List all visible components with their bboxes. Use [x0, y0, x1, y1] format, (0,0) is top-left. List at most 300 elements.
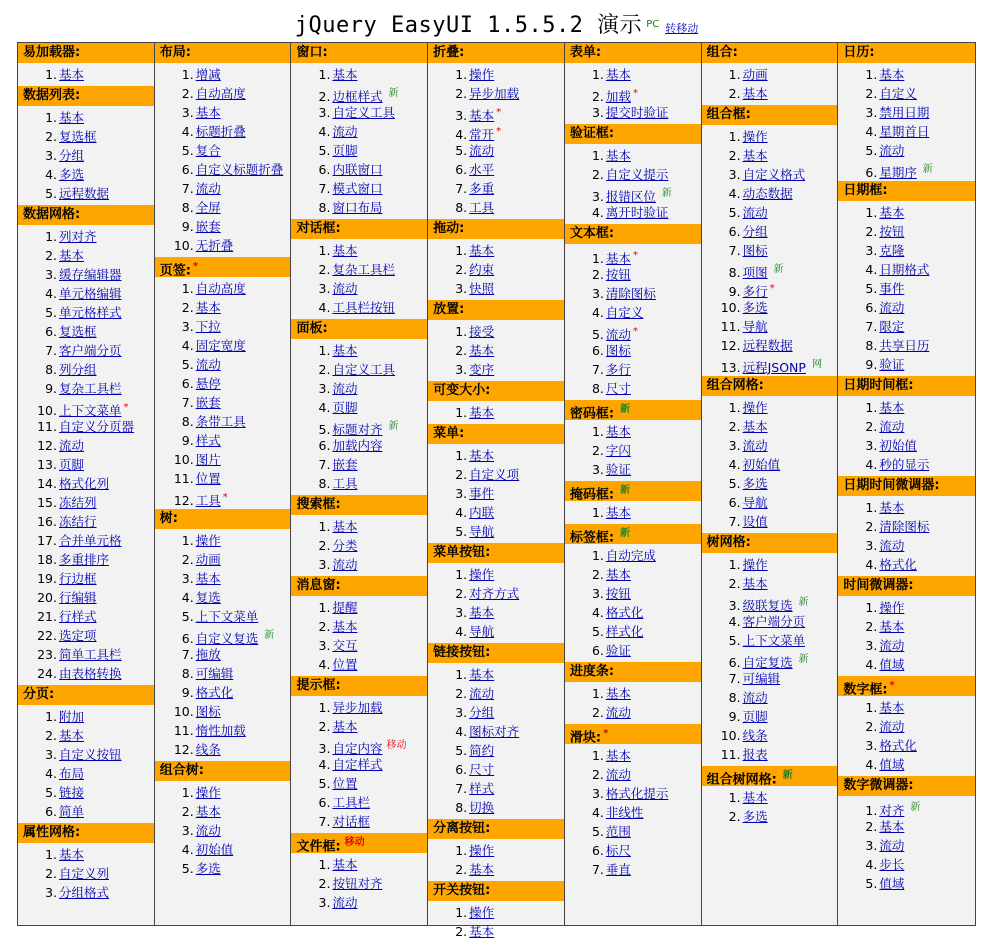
- demo-link[interactable]: 导航: [742, 495, 768, 510]
- demo-link[interactable]: 提交时验证: [605, 105, 669, 120]
- demo-link[interactable]: 流动: [605, 767, 631, 782]
- demo-link[interactable]: 复合: [195, 143, 221, 158]
- demo-link[interactable]: 格式化提示: [605, 786, 669, 801]
- demo-link[interactable]: 项图: [742, 265, 768, 281]
- demo-link[interactable]: 单元格样式: [59, 305, 122, 320]
- demo-link[interactable]: 日期格式: [879, 262, 930, 277]
- demo-link[interactable]: 可编辑: [195, 666, 234, 681]
- demo-link[interactable]: 工具: [195, 493, 221, 509]
- demo-link[interactable]: 基本: [332, 243, 358, 258]
- demo-link[interactable]: 动画: [195, 552, 221, 567]
- section-item-list: [428, 239, 564, 300]
- section-item-list: [428, 63, 564, 219]
- demo-link[interactable]: 样式: [469, 781, 495, 796]
- demo-link[interactable]: 基本: [59, 248, 85, 263]
- demo-link[interactable]: 多行: [742, 284, 768, 300]
- demo-link[interactable]: 自动完成: [605, 548, 656, 563]
- demo-link[interactable]: 自定义: [605, 305, 644, 320]
- demo-link[interactable]: 基本: [469, 243, 495, 258]
- demo-link[interactable]: 由表格转换: [59, 666, 122, 681]
- demo-link[interactable]: 操作: [742, 400, 768, 415]
- list-item: [155, 859, 291, 878]
- demo-link[interactable]: 流动: [59, 438, 85, 453]
- demo-link[interactable]: 约束: [469, 262, 495, 277]
- demo-link[interactable]: 流动: [879, 538, 905, 553]
- section-title-text: 提示框:: [296, 678, 341, 693]
- demo-link[interactable]: 上下文菜单: [59, 403, 122, 419]
- demo-link[interactable]: 基本: [332, 67, 358, 82]
- demo-link[interactable]: 验证: [879, 357, 905, 372]
- demo-link[interactable]: 行样式: [59, 609, 97, 624]
- list-item: [291, 260, 427, 279]
- demo-link[interactable]: 提醒: [332, 600, 358, 615]
- demo-link[interactable]: 水平: [469, 162, 495, 177]
- demo-link[interactable]: 冻结行: [59, 514, 97, 529]
- demo-link[interactable]: 清除图标: [605, 286, 656, 301]
- demo-link[interactable]: 基本: [605, 67, 631, 82]
- demo-link[interactable]: 按钮: [879, 224, 905, 239]
- demo-link[interactable]: 流动: [469, 143, 495, 158]
- demo-link[interactable]: 基本: [879, 205, 905, 220]
- demo-link[interactable]: 行编辑: [59, 590, 97, 605]
- demo-link[interactable]: 基本: [742, 790, 768, 805]
- list-item: [838, 122, 975, 141]
- demo-link[interactable]: 基本: [332, 719, 358, 734]
- demo-link[interactable]: 多选: [59, 167, 85, 182]
- demo-link[interactable]: 基本: [605, 505, 631, 520]
- list-item: [155, 721, 291, 740]
- list-item: [702, 807, 838, 826]
- demo-link[interactable]: 导航: [742, 319, 768, 334]
- demo-link[interactable]: 基本: [469, 108, 495, 124]
- demo-link[interactable]: 事件: [879, 281, 905, 296]
- demo-link[interactable]: 链接: [59, 785, 85, 800]
- demo-link[interactable]: 限定: [879, 319, 905, 334]
- demo-link[interactable]: 星期首日: [879, 124, 930, 139]
- section-title: [291, 319, 427, 339]
- demo-link[interactable]: 共享日历: [879, 338, 930, 353]
- demo-link[interactable]: 自定复选: [742, 655, 793, 671]
- demo-link[interactable]: 自定义复选: [195, 631, 259, 647]
- demo-link[interactable]: 流动: [332, 281, 358, 296]
- demo-link[interactable]: 动态数据: [742, 186, 793, 201]
- demo-link[interactable]: 对齐: [879, 803, 905, 819]
- demo-link[interactable]: 自定义格式: [742, 167, 806, 182]
- section-title: [291, 576, 427, 596]
- demo-link[interactable]: 自动高度: [195, 281, 246, 296]
- demo-link[interactable]: 流动: [879, 719, 905, 734]
- demo-link[interactable]: 线条: [195, 742, 221, 757]
- demo-link[interactable]: 多选: [742, 809, 768, 824]
- demo-link[interactable]: 远程JSONP: [742, 360, 806, 376]
- demo-link[interactable]: 嵌套: [195, 395, 221, 410]
- demo-link[interactable]: 操作: [879, 600, 905, 615]
- demo-link[interactable]: 事件: [469, 486, 495, 501]
- demo-link[interactable]: 自定内容: [332, 741, 383, 757]
- demo-link[interactable]: 流动: [879, 419, 905, 434]
- demo-link[interactable]: 内联: [469, 505, 495, 520]
- demo-link[interactable]: 基本: [879, 500, 905, 515]
- demo-link[interactable]: 初始值: [195, 842, 234, 857]
- demo-link[interactable]: 导航: [469, 524, 495, 539]
- demo-link[interactable]: 自动高度: [195, 86, 246, 101]
- list-item: [838, 836, 975, 855]
- demo-link[interactable]: 基本: [469, 343, 495, 358]
- list-item: [838, 636, 975, 655]
- section-title: [155, 257, 291, 277]
- demo-link[interactable]: 基本: [59, 847, 85, 862]
- demo-link[interactable]: 基本: [879, 700, 905, 715]
- new-badge: 新: [922, 164, 933, 175]
- star-badge: *: [496, 126, 502, 137]
- demo-link[interactable]: 基本: [469, 405, 495, 420]
- demo-link[interactable]: 动画: [742, 67, 768, 82]
- demo-link[interactable]: 布局: [59, 766, 85, 781]
- demo-link[interactable]: 设值: [742, 514, 768, 529]
- demo-link[interactable]: 操作: [195, 533, 221, 548]
- demo-link[interactable]: 流动: [469, 686, 495, 701]
- demo-link[interactable]: 单元格编辑: [59, 286, 122, 301]
- demo-link[interactable]: 样式化: [605, 624, 644, 639]
- demo-link[interactable]: 工具: [332, 476, 358, 491]
- demo-link[interactable]: 基本: [605, 251, 631, 267]
- demo-link[interactable]: 基本: [469, 924, 495, 939]
- demo-link[interactable]: 上下文菜单: [742, 633, 806, 648]
- demo-link[interactable]: 图标: [742, 243, 768, 258]
- demo-link[interactable]: 条带工具: [195, 414, 246, 429]
- demo-link[interactable]: 流动: [605, 327, 631, 343]
- demo-link[interactable]: 按钮: [605, 267, 631, 282]
- demo-link[interactable]: 标尺: [605, 843, 631, 858]
- demo-link[interactable]: 自定义按钮: [59, 747, 122, 762]
- demo-link[interactable]: 选定项: [59, 628, 97, 643]
- demo-link[interactable]: 流动: [332, 381, 358, 396]
- demo-link[interactable]: 工具栏: [332, 795, 370, 810]
- demo-link[interactable]: 流动: [195, 357, 221, 372]
- demo-link[interactable]: 操作: [742, 557, 768, 572]
- demo-link[interactable]: 基本: [195, 804, 221, 819]
- list-item: [155, 740, 291, 759]
- demo-link[interactable]: 多选: [742, 300, 768, 315]
- demo-link[interactable]: 无折叠: [195, 238, 234, 253]
- list-item: [428, 622, 564, 641]
- demo-link[interactable]: 固定宽度: [195, 338, 246, 353]
- demo-link[interactable]: 自定义: [879, 86, 917, 101]
- demo-link[interactable]: 多选: [742, 476, 768, 491]
- section-item-list: [702, 553, 838, 766]
- list-item: [702, 688, 838, 707]
- demo-link[interactable]: 标题折叠: [195, 124, 246, 139]
- section-item-list: [291, 696, 427, 833]
- list-item: [565, 322, 701, 341]
- demo-link[interactable]: 报错区位: [605, 189, 656, 205]
- demo-link[interactable]: 嵌套: [332, 457, 358, 472]
- switch-mobile-link[interactable]: 转移动: [665, 22, 699, 35]
- demo-link[interactable]: 悬停: [195, 376, 221, 391]
- demo-link[interactable]: 模式窗口: [332, 181, 383, 196]
- demo-link[interactable]: 流动: [332, 557, 358, 572]
- list-item: [702, 436, 838, 455]
- demo-link[interactable]: 基本: [605, 148, 631, 163]
- demo-link[interactable]: 验证: [605, 462, 631, 477]
- demo-link[interactable]: 尺寸: [469, 762, 495, 777]
- list-item: [838, 355, 975, 374]
- demo-link[interactable]: 接受: [469, 324, 495, 339]
- demo-link[interactable]: 复杂工具栏: [332, 262, 395, 277]
- demo-link[interactable]: 多重排序: [59, 552, 110, 567]
- demo-link[interactable]: 基本: [332, 857, 358, 872]
- demo-link[interactable]: 多选: [195, 861, 221, 876]
- demo-link[interactable]: 基本: [742, 148, 768, 163]
- list-item: [18, 764, 154, 783]
- section-item-list: [565, 244, 701, 400]
- demo-link[interactable]: 下拉: [195, 319, 221, 334]
- demo-link[interactable]: 流动: [879, 300, 905, 315]
- demo-link[interactable]: 嵌套: [195, 219, 221, 234]
- list-item: [428, 341, 564, 360]
- demo-link[interactable]: 自定样式: [332, 757, 383, 772]
- demo-link[interactable]: 位置: [332, 776, 358, 791]
- demo-link[interactable]: 线条: [742, 728, 768, 743]
- demo-link[interactable]: 流动: [742, 205, 768, 220]
- demo-link[interactable]: 验证: [605, 643, 631, 658]
- demo-link[interactable]: 流动: [332, 124, 358, 139]
- demo-link[interactable]: 交互: [332, 638, 358, 653]
- list-item: [702, 726, 838, 745]
- demo-link[interactable]: 加载内容: [332, 438, 383, 453]
- demo-link[interactable]: 基本: [469, 862, 495, 877]
- demo-link[interactable]: 内联窗口: [332, 162, 383, 177]
- demo-link[interactable]: 上下文菜单: [195, 609, 259, 624]
- demo-link[interactable]: 基本: [605, 748, 631, 763]
- demo-link[interactable]: 基本: [332, 343, 358, 358]
- demo-link[interactable]: 基本: [605, 424, 631, 439]
- demo-link[interactable]: 加载: [605, 89, 631, 105]
- list-item: [838, 103, 975, 122]
- demo-link[interactable]: 基本: [879, 400, 905, 415]
- demo-link[interactable]: 多重: [469, 181, 495, 196]
- demo-link[interactable]: 切换: [469, 800, 495, 815]
- demo-link[interactable]: 自定义分页器: [59, 419, 135, 434]
- demo-link[interactable]: 简约: [469, 743, 495, 758]
- list-item: [838, 203, 975, 222]
- demo-link[interactable]: 格式化: [879, 557, 917, 572]
- demo-link[interactable]: 常开: [469, 127, 495, 143]
- section-item-list: [565, 420, 701, 481]
- demo-link[interactable]: 基本: [332, 619, 358, 634]
- demo-link[interactable]: 客户端分页: [59, 343, 122, 358]
- demo-link[interactable]: 操作: [469, 843, 495, 858]
- demo-link[interactable]: 流动: [879, 838, 905, 853]
- demo-link[interactable]: 分组: [742, 224, 768, 239]
- demo-link[interactable]: 值域: [879, 876, 905, 891]
- demo-link[interactable]: 图片: [195, 452, 221, 467]
- demo-link[interactable]: 流动: [879, 638, 905, 653]
- demo-link[interactable]: 行边框: [59, 571, 97, 586]
- demo-link[interactable]: 快照: [469, 281, 495, 296]
- demo-link[interactable]: 克隆: [879, 243, 905, 258]
- demo-link[interactable]: 流动: [742, 438, 768, 453]
- demo-link[interactable]: 页脚: [59, 457, 85, 472]
- demo-link[interactable]: 操作: [469, 67, 495, 82]
- demo-link[interactable]: 基本: [195, 571, 221, 586]
- demo-link[interactable]: 基本: [742, 576, 768, 591]
- demo-link[interactable]: 星期序: [879, 165, 917, 181]
- demo-link[interactable]: 增减: [195, 67, 221, 82]
- demo-link[interactable]: 分组: [469, 705, 495, 720]
- demo-link[interactable]: 异步加载: [469, 86, 520, 101]
- demo-link[interactable]: 冻结列: [59, 495, 97, 510]
- demo-link[interactable]: 基本: [605, 686, 631, 701]
- section-title: [18, 685, 154, 705]
- list-item: [838, 65, 975, 84]
- demo-link[interactable]: 基本: [879, 619, 905, 634]
- demo-link[interactable]: 自定义提示: [605, 167, 669, 182]
- demo-link[interactable]: 复选: [195, 590, 221, 605]
- demo-link[interactable]: 自定义工具: [332, 362, 395, 377]
- demo-link[interactable]: 按钮对齐: [332, 876, 383, 891]
- demo-link[interactable]: 值域: [879, 657, 905, 672]
- demo-link[interactable]: 离开时验证: [605, 205, 669, 220]
- demo-link[interactable]: 自定义列: [59, 866, 110, 881]
- demo-link[interactable]: 自定义标题折叠: [195, 162, 284, 177]
- page-header: [0, 0, 993, 38]
- demo-link[interactable]: 合并单元格: [59, 533, 122, 548]
- demo-link[interactable]: 基本: [59, 67, 85, 82]
- demo-link[interactable]: 基本: [879, 819, 905, 834]
- demo-link[interactable]: 基本: [195, 105, 221, 120]
- demo-link[interactable]: 可编辑: [742, 671, 781, 686]
- demo-link[interactable]: 尺寸: [605, 381, 631, 396]
- demo-link[interactable]: 缓存编辑器: [59, 267, 122, 282]
- section-item-list: [702, 125, 838, 376]
- demo-link[interactable]: 流动: [195, 823, 221, 838]
- demo-link[interactable]: 报表: [742, 747, 768, 762]
- demo-link[interactable]: 流动: [332, 895, 358, 910]
- demo-link[interactable]: 基本: [879, 67, 905, 82]
- list-item: [291, 736, 427, 755]
- demo-link[interactable]: 流动: [742, 690, 768, 705]
- demo-link[interactable]: 客户端分页: [742, 614, 806, 629]
- list-item: [155, 160, 291, 179]
- demo-link[interactable]: 窗口布局: [332, 200, 383, 215]
- demo-link[interactable]: 操作: [469, 905, 495, 920]
- demo-link[interactable]: 简单工具栏: [59, 647, 122, 662]
- demo-link[interactable]: 非线性: [605, 805, 644, 820]
- demo-link[interactable]: 位置: [195, 471, 221, 486]
- demo-link[interactable]: 自定义项: [469, 467, 520, 482]
- demo-link[interactable]: 范围: [605, 824, 631, 839]
- demo-link[interactable]: 操作: [742, 129, 768, 144]
- demo-link[interactable]: 自定义工具: [332, 105, 395, 120]
- demo-link[interactable]: 复选框: [59, 324, 97, 339]
- demo-link[interactable]: 对话框: [332, 814, 370, 829]
- demo-link[interactable]: 格式化列: [59, 476, 110, 491]
- demo-link[interactable]: 全屏: [195, 200, 221, 215]
- demo-link[interactable]: 操作: [195, 785, 221, 800]
- demo-link[interactable]: 基本: [469, 448, 495, 463]
- demo-link[interactable]: 列对齐: [59, 229, 97, 244]
- demo-link[interactable]: 流动: [605, 705, 631, 720]
- demo-link[interactable]: 流动: [195, 181, 221, 196]
- demo-link[interactable]: 字闪: [605, 443, 631, 458]
- demo-link[interactable]: 多行: [605, 362, 631, 377]
- demo-link[interactable]: 图标: [195, 704, 221, 719]
- demo-link[interactable]: 基本: [332, 519, 358, 534]
- demo-link[interactable]: 附加: [59, 709, 85, 724]
- new-badge: 新: [910, 802, 921, 813]
- demo-link[interactable]: 分组格式: [59, 885, 110, 900]
- demo-link[interactable]: 操作: [469, 567, 495, 582]
- demo-link[interactable]: 基本: [59, 110, 85, 125]
- demo-link[interactable]: 格式化: [605, 605, 644, 620]
- demo-link[interactable]: 初始值: [742, 457, 781, 472]
- demo-link[interactable]: 基本: [742, 86, 768, 101]
- demo-link[interactable]: 边框样式: [332, 89, 383, 105]
- demo-link[interactable]: 清除图标: [879, 519, 930, 534]
- demo-link[interactable]: 基本: [59, 728, 85, 743]
- demo-link[interactable]: 样式: [195, 433, 221, 448]
- demo-link[interactable]: 复选框: [59, 129, 97, 144]
- demo-link[interactable]: 基本: [469, 667, 495, 682]
- demo-link[interactable]: 列分组: [59, 362, 97, 377]
- demo-link[interactable]: 禁用日期: [879, 105, 930, 120]
- demo-link[interactable]: 拖放: [195, 647, 221, 662]
- section-item-list: [291, 596, 427, 676]
- demo-link[interactable]: 分类: [332, 538, 358, 553]
- section-title-text: 折叠:: [433, 45, 465, 60]
- demo-link[interactable]: 图标: [605, 343, 631, 358]
- demo-link[interactable]: 远程数据: [742, 338, 793, 353]
- demo-link[interactable]: 基本: [605, 567, 631, 582]
- demo-link[interactable]: 导航: [469, 624, 495, 639]
- demo-link[interactable]: 对齐方式: [469, 586, 520, 601]
- demo-link[interactable]: 远程数据: [59, 186, 110, 201]
- section-title-text: 分离按钮:: [433, 821, 491, 836]
- demo-link[interactable]: 标题对齐: [332, 422, 383, 438]
- list-item: [428, 798, 564, 817]
- demo-link[interactable]: 值域: [879, 757, 905, 772]
- demo-link[interactable]: 分组: [59, 148, 85, 163]
- demo-link[interactable]: 垂直: [605, 862, 631, 877]
- demo-link[interactable]: 基本: [469, 605, 495, 620]
- demo-link[interactable]: 步长: [879, 857, 905, 872]
- demo-link[interactable]: 工具栏按钮: [332, 300, 395, 315]
- demo-link[interactable]: 页脚: [332, 143, 358, 158]
- list-item: [702, 650, 838, 669]
- demo-link[interactable]: 流动: [879, 143, 905, 158]
- demo-link[interactable]: 工具: [469, 200, 495, 215]
- demo-link[interactable]: 页脚: [742, 709, 768, 724]
- demo-link[interactable]: 图标对齐: [469, 724, 520, 739]
- demo-link[interactable]: 秒的显示: [879, 457, 930, 472]
- list-item: [428, 860, 564, 879]
- demo-link[interactable]: 变序: [469, 362, 495, 377]
- demo-link[interactable]: 按钮: [605, 586, 631, 601]
- demo-link[interactable]: 格式化: [195, 685, 234, 700]
- demo-link[interactable]: 惰性加载: [195, 723, 246, 738]
- demo-link[interactable]: 格式化: [879, 738, 917, 753]
- demo-link[interactable]: 页脚: [332, 400, 358, 415]
- demo-link[interactable]: 基本: [742, 419, 768, 434]
- demo-link[interactable]: 基本: [195, 300, 221, 315]
- demo-link[interactable]: 级联复选: [742, 598, 793, 614]
- demo-link[interactable]: 位置: [332, 657, 358, 672]
- demo-link[interactable]: 复杂工具栏: [59, 381, 122, 396]
- demo-link[interactable]: 简单: [59, 804, 85, 819]
- demo-link[interactable]: 初始值: [879, 438, 917, 453]
- demo-link[interactable]: 异步加载: [332, 700, 383, 715]
